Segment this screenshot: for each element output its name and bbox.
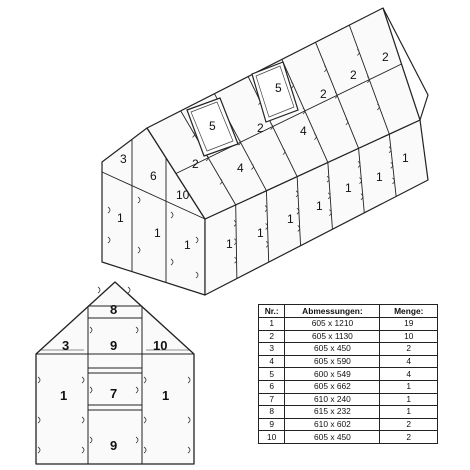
roof-label-4a: 4 [237,161,244,175]
front-label-1c: 1 [184,238,191,252]
clip-mark [98,287,100,293]
roof-label-2b: 2 [257,121,264,135]
roof-label-5b: 5 [275,81,282,95]
cell-dimensions: 605 x 662 [285,380,380,393]
cell-dimensions: 605 x 450 [285,431,380,444]
front-label-8: 8 [110,302,118,317]
cell-nr: 3 [259,343,285,356]
parts-table-body [259,318,438,444]
roof-label-4b: 4 [300,124,307,138]
cell-quantity: 2 [380,418,438,431]
cell-dimensions: 610 x 240 [285,393,380,406]
cell-nr: 2 [259,330,285,343]
side-label-1a: 1 [226,237,233,251]
cell-quantity: 1 [380,393,438,406]
greenhouse-front-elevation [0,270,200,470]
parts-table [258,304,438,444]
cell-quantity: 2 [380,431,438,444]
roof-label-2d: 2 [350,68,357,82]
cell-dimensions: 605 x 1210 [285,318,380,331]
cell-quantity: 19 [380,318,438,331]
cell-quantity: 4 [380,368,438,381]
side-label-1e: 1 [345,181,352,195]
table-row [259,380,438,393]
table-row [259,355,438,368]
cell-nr: 10 [259,431,285,444]
table-row [259,393,438,406]
header-nr: Nr.: [259,305,285,318]
header-quantity: Menge: [380,305,438,318]
table-row [259,330,438,343]
cell-dimensions: 605 x 590 [285,355,380,368]
cell-dimensions: 605 x 1130 [285,330,380,343]
roof-label-2e: 2 [382,50,389,64]
table-row [259,418,438,431]
side-label-1b: 1 [257,226,264,240]
front-label-1a: 1 [117,211,124,225]
front-label-3: 3 [62,338,70,353]
side-label-1f: 1 [376,170,383,184]
cell-nr: 1 [259,318,285,331]
table-row [259,318,438,331]
side-label-1g: 1 [402,151,409,165]
front-label-1-right: 1 [162,388,170,403]
cell-quantity: 10 [380,330,438,343]
front-label-1b: 1 [154,226,161,240]
front-label-10: 10 [153,338,168,353]
cell-quantity: 2 [380,343,438,356]
cell-dimensions: 610 x 602 [285,418,380,431]
cell-nr: 7 [259,393,285,406]
side-label-1c: 1 [287,212,294,226]
cell-quantity: 1 [380,406,438,419]
cell-dimensions: 615 x 232 [285,406,380,419]
clip-mark [128,287,130,293]
table-row [259,343,438,356]
parts-table-header [259,305,438,318]
cell-nr: 8 [259,406,285,419]
gable-label-6: 6 [150,169,157,183]
front-label-9-lower: 9 [110,438,118,453]
roof-label-2a: 2 [192,157,199,171]
roof-label-5a: 5 [209,119,216,133]
gable-label-10: 10 [176,188,190,202]
table-row [259,431,438,444]
gable-label-3: 3 [120,152,127,166]
cell-nr: 9 [259,418,285,431]
front-label-9-upper: 9 [110,338,118,353]
cell-dimensions: 600 x 549 [285,368,380,381]
table-row [259,406,438,419]
cell-nr: 4 [259,355,285,368]
roof-label-2c: 2 [320,87,327,101]
front-label-1-left: 1 [60,388,68,403]
cell-quantity: 4 [380,355,438,368]
header-dimensions: Abmessungen: [285,305,380,318]
cell-quantity: 1 [380,380,438,393]
cell-nr: 6 [259,380,285,393]
table-row [259,368,438,381]
side-label-1d: 1 [316,199,323,213]
cell-nr: 5 [259,368,285,381]
cell-dimensions: 605 x 450 [285,343,380,356]
front-label-7: 7 [110,386,118,401]
